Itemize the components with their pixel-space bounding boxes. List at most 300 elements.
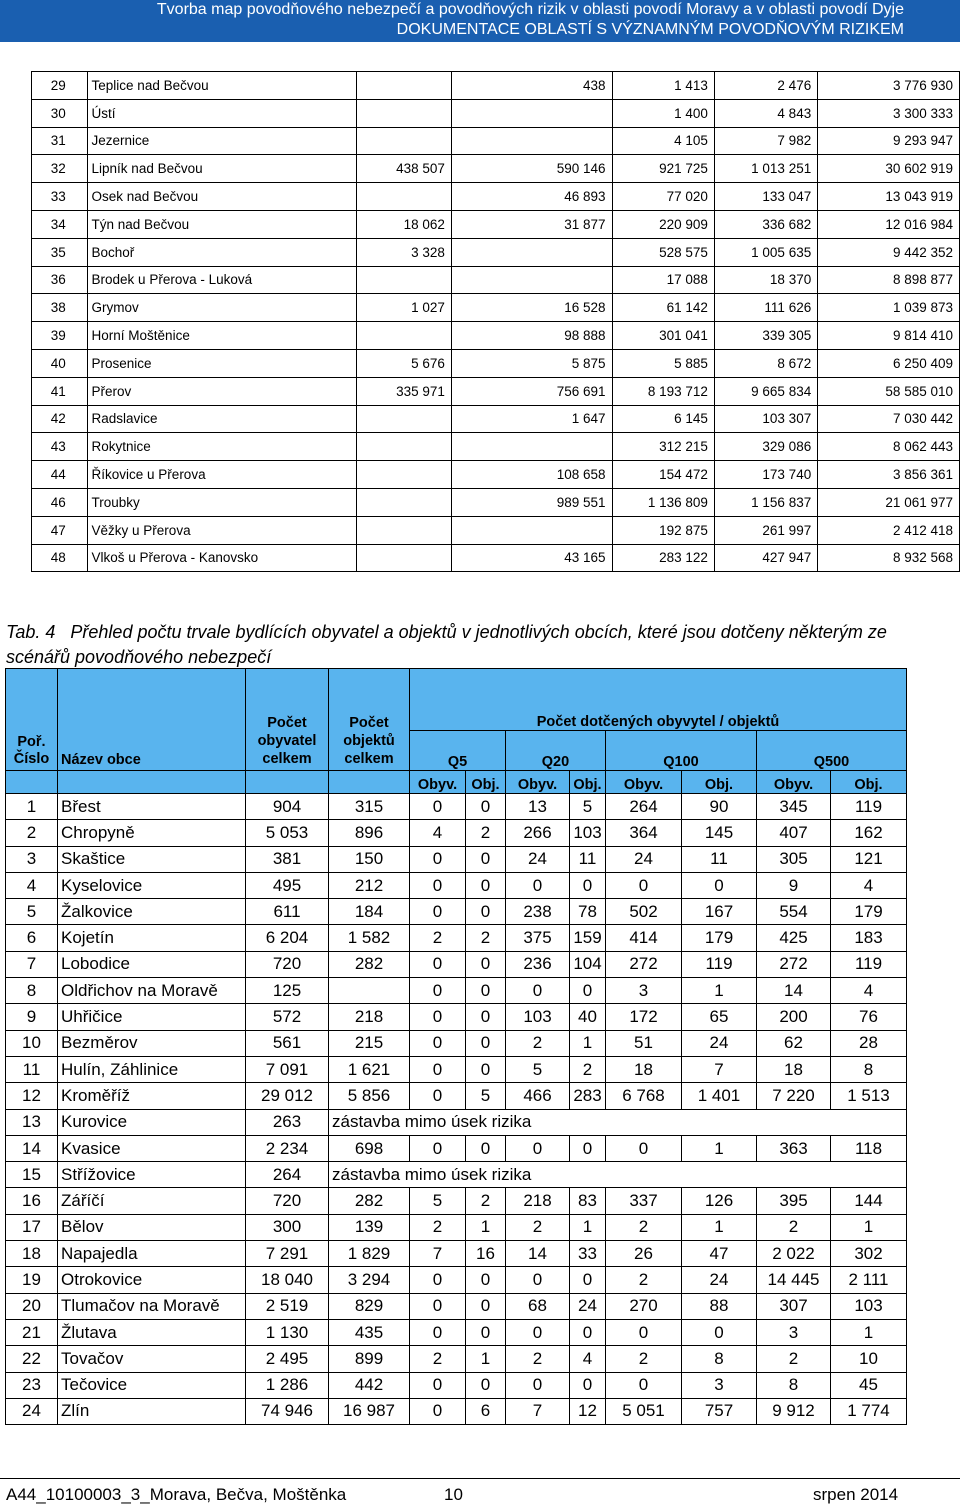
value-cell: 427 947 <box>714 544 817 572</box>
table-row <box>32 377 960 405</box>
value-cell: 0 <box>410 1004 466 1030</box>
value-cell: 218 <box>506 1188 570 1214</box>
footer-date: srpen 2014 <box>813 1485 899 1504</box>
population-cell: 29 012 <box>246 1083 329 1109</box>
value-cell: 0 <box>606 1372 682 1398</box>
value-cell: 312 215 <box>612 433 714 461</box>
header-q5: Q5 <box>410 731 506 771</box>
value-cell: 68 <box>506 1293 570 1319</box>
value-cell: 0 <box>410 1319 466 1345</box>
value-cell: 46 893 <box>451 183 612 211</box>
value-cell: 11 <box>570 846 606 872</box>
value-cell: 90 <box>682 794 757 820</box>
row-number: 14 <box>6 1135 58 1161</box>
value-cell: 121 <box>831 846 907 872</box>
value-cell: 24 <box>570 1293 606 1319</box>
municipality-name: Teplice nad Bečvou <box>87 72 356 100</box>
value-cell: 76 <box>831 1004 907 1030</box>
row-number: 38 <box>32 294 88 322</box>
value-cell: 43 165 <box>451 544 612 572</box>
value-cell: 0 <box>466 978 506 1004</box>
value-cell: 5 676 <box>356 349 451 377</box>
value-cell: 0 <box>466 899 506 925</box>
value-cell: 272 <box>606 951 682 977</box>
value-cell: 0 <box>506 1372 570 1398</box>
value-cell: 45 <box>831 1372 907 1398</box>
objects-cell: 1 582 <box>329 925 410 951</box>
value-cell: 0 <box>410 1372 466 1398</box>
municipality-name: Osek nad Bečvou <box>87 183 356 211</box>
value-cell: 108 658 <box>451 461 612 489</box>
objects-cell: 150 <box>329 846 410 872</box>
row-number: 16 <box>6 1188 58 1214</box>
objects-cell: 1 621 <box>329 1056 410 1082</box>
municipality-name: Bezměrov <box>58 1030 246 1056</box>
value-cell: 24 <box>506 846 570 872</box>
row-number: 24 <box>6 1398 58 1424</box>
table-row <box>6 1162 907 1188</box>
value-cell: 2 <box>606 1267 682 1293</box>
value-cell: 2 476 <box>714 72 817 100</box>
municipality-name: Střížovice <box>58 1162 246 1188</box>
row-number: 32 <box>32 155 88 183</box>
value-cell <box>356 127 451 155</box>
municipality-name: Brodek u Přerova - Luková <box>87 266 356 294</box>
value-cell: 2 <box>410 1214 466 1240</box>
value-cell: 554 <box>757 899 831 925</box>
value-cell: 2 <box>410 925 466 951</box>
table-row <box>6 1056 907 1082</box>
table-row <box>32 155 960 183</box>
municipality-name: Věžky u Přerova <box>87 516 356 544</box>
objects-cell: 435 <box>329 1319 410 1345</box>
value-cell <box>356 322 451 350</box>
value-cell: 1 <box>570 1030 606 1056</box>
municipality-name: Zlín <box>58 1398 246 1424</box>
table-caption <box>6 620 906 670</box>
value-cell: 4 105 <box>612 127 714 155</box>
value-cell: 0 <box>466 1319 506 1345</box>
value-cell: 2 <box>757 1346 831 1372</box>
value-cell: 0 <box>466 846 506 872</box>
value-cell: 425 <box>757 925 831 951</box>
row-number: 43 <box>32 433 88 461</box>
value-cell: 339 305 <box>714 322 817 350</box>
value-cell <box>356 72 451 100</box>
objects-cell: 442 <box>329 1372 410 1398</box>
value-cell: 24 <box>682 1030 757 1056</box>
municipality-name: Troubky <box>87 488 356 516</box>
value-cell <box>451 127 612 155</box>
value-cell: 6 <box>466 1398 506 1424</box>
header-q20: Q20 <box>506 731 606 771</box>
table-row <box>32 405 960 433</box>
population-cell: 720 <box>246 951 329 977</box>
value-cell: 58 585 010 <box>818 377 960 405</box>
header-q500: Q500 <box>757 731 907 771</box>
header-obj-l3: celkem <box>344 751 394 767</box>
row-number: 5 <box>6 899 58 925</box>
header-group: Počet dotčených obyvytel / objektů <box>410 669 907 731</box>
table-row <box>32 461 960 489</box>
population-cell: 1 130 <box>246 1319 329 1345</box>
value-cell: 103 307 <box>714 405 817 433</box>
value-cell: 2 <box>506 1214 570 1240</box>
table-row <box>32 516 960 544</box>
value-cell: 0 <box>570 1319 606 1345</box>
value-cell: 5 <box>466 1083 506 1109</box>
page-number: 10 <box>444 1485 463 1504</box>
municipality-name: Tečovice <box>58 1372 246 1398</box>
value-cell: 0 <box>606 1319 682 1345</box>
row-number: 35 <box>32 238 88 266</box>
value-cell <box>356 488 451 516</box>
row-number: 47 <box>32 516 88 544</box>
value-cell: 4 <box>570 1346 606 1372</box>
value-cell: 6 145 <box>612 405 714 433</box>
value-cell: 0 <box>410 872 466 898</box>
objects-cell: 5 856 <box>329 1083 410 1109</box>
population-cell: 264 <box>246 1162 329 1188</box>
value-cell: 3 856 361 <box>818 461 960 489</box>
row-number: 17 <box>6 1214 58 1240</box>
population-cell: 904 <box>246 794 329 820</box>
value-cell: 119 <box>831 951 907 977</box>
value-cell: 502 <box>606 899 682 925</box>
value-cell: 0 <box>682 1319 757 1345</box>
value-cell: 0 <box>410 1267 466 1293</box>
value-cell: 0 <box>410 951 466 977</box>
value-cell: 8 898 877 <box>818 266 960 294</box>
row-number: 31 <box>32 127 88 155</box>
value-cell: 305 <box>757 846 831 872</box>
header-sub-obj: Obj. <box>682 771 757 794</box>
value-cell: 3 328 <box>356 238 451 266</box>
value-cell: 2 <box>606 1214 682 1240</box>
value-cell: 9 293 947 <box>818 127 960 155</box>
table-row <box>32 238 960 266</box>
value-cell: 61 142 <box>612 294 714 322</box>
value-cell: 133 047 <box>714 183 817 211</box>
value-cell: 2 <box>506 1346 570 1372</box>
row-number: 1 <box>6 794 58 820</box>
row-number: 34 <box>32 210 88 238</box>
municipality-name: Uhřičice <box>58 1004 246 1030</box>
objects-cell: 829 <box>329 1293 410 1319</box>
value-cell: 5 <box>570 794 606 820</box>
header-por: Poř. <box>17 734 46 750</box>
row-number: 13 <box>6 1109 58 1135</box>
table-row <box>6 1135 907 1161</box>
value-cell: 0 <box>410 846 466 872</box>
row-number: 8 <box>6 978 58 1004</box>
population-cell: 263 <box>246 1109 329 1135</box>
value-cell: 1 513 <box>831 1083 907 1109</box>
value-cell: 1 <box>466 1346 506 1372</box>
value-cell: 183 <box>831 925 907 951</box>
value-cell: 1 <box>831 1214 907 1240</box>
value-cell: 0 <box>410 1398 466 1424</box>
value-cell: 395 <box>757 1188 831 1214</box>
value-cell: 0 <box>466 1135 506 1161</box>
value-cell: 9 814 410 <box>818 322 960 350</box>
value-cell: 0 <box>570 978 606 1004</box>
value-cell: 98 888 <box>451 322 612 350</box>
value-cell: 6 768 <box>606 1083 682 1109</box>
municipality-name: Tlumačov na Moravě <box>58 1293 246 1319</box>
value-cell: 4 <box>410 820 466 846</box>
value-cell: 1 774 <box>831 1398 907 1424</box>
municipality-name: Radslavice <box>87 405 356 433</box>
table-row <box>32 544 960 572</box>
population-cell: 2 234 <box>246 1135 329 1161</box>
table-row <box>6 1188 907 1214</box>
value-cell: 192 875 <box>612 516 714 544</box>
value-cell: 24 <box>682 1267 757 1293</box>
value-cell: 337 <box>606 1188 682 1214</box>
value-cell: 2 412 418 <box>818 516 960 544</box>
table-row <box>6 1083 907 1109</box>
value-cell: 0 <box>466 1004 506 1030</box>
page-footer <box>0 1478 960 1509</box>
value-cell: 179 <box>682 925 757 951</box>
value-cell: 118 <box>831 1135 907 1161</box>
population-cell: 300 <box>246 1214 329 1240</box>
value-cell: 4 <box>831 978 907 1004</box>
value-cell <box>356 433 451 461</box>
value-cell: 0 <box>410 1056 466 1082</box>
municipality-name: Napajedla <box>58 1241 246 1267</box>
objects-cell <box>329 978 410 1004</box>
population-cell: 720 <box>246 1188 329 1214</box>
value-cell: 83 <box>570 1188 606 1214</box>
objects-cell: 282 <box>329 1188 410 1214</box>
table-row <box>6 1030 907 1056</box>
value-cell: 301 041 <box>612 322 714 350</box>
municipality-name: Kurovice <box>58 1109 246 1135</box>
header-blank-2 <box>58 771 246 794</box>
table-row <box>6 1372 907 1398</box>
value-cell: 2 <box>466 820 506 846</box>
value-cell: 407 <box>757 820 831 846</box>
value-cell: 10 <box>831 1346 907 1372</box>
row-number: 21 <box>6 1319 58 1345</box>
value-cell: 5 <box>410 1188 466 1214</box>
header-title: Tvorba map povodňového nebezpečí a povodňových rizik v oblasti povodí Moravy a v oblasti povodí Dyje <box>156 1 904 18</box>
row-number: 4 <box>6 872 58 898</box>
value-cell: 345 <box>757 794 831 820</box>
value-cell: 1 005 635 <box>714 238 817 266</box>
note-cell: zástavba mimo úsek rizika <box>329 1109 907 1135</box>
row-number: 40 <box>32 349 88 377</box>
population-cell: 2 519 <box>246 1293 329 1319</box>
value-cell: 414 <box>606 925 682 951</box>
header-cislo: Číslo <box>13 751 50 767</box>
population-cell: 74 946 <box>246 1398 329 1424</box>
value-cell: 0 <box>466 1372 506 1398</box>
population-cell: 572 <box>246 1004 329 1030</box>
row-number: 48 <box>32 544 88 572</box>
municipality-name: Kroměříž <box>58 1083 246 1109</box>
value-cell: 0 <box>570 872 606 898</box>
value-cell: 0 <box>410 1083 466 1109</box>
table-row <box>6 1004 907 1030</box>
value-cell: 0 <box>466 1056 506 1082</box>
table-row <box>32 210 960 238</box>
value-cell: 7 <box>506 1398 570 1424</box>
value-cell: 0 <box>466 1267 506 1293</box>
municipality-name: Kojetín <box>58 925 246 951</box>
table-row <box>6 846 907 872</box>
header-obyvatel <box>246 669 329 771</box>
value-cell: 5 875 <box>451 349 612 377</box>
value-cell: 0 <box>606 872 682 898</box>
value-cell: 375 <box>506 925 570 951</box>
value-cell: 3 <box>757 1319 831 1345</box>
header-blank-3 <box>246 771 329 794</box>
value-cell: 17 088 <box>612 266 714 294</box>
municipality-name: Tovačov <box>58 1346 246 1372</box>
value-cell <box>356 516 451 544</box>
value-cell: 78 <box>570 899 606 925</box>
value-cell: 0 <box>466 872 506 898</box>
objects-cell: 899 <box>329 1346 410 1372</box>
caption-text: Přehled počtu trvale bydlících obyvatel a objektů v jednotlivých obcích, které jsou dotčeny některým ze scénářů povodňového nebezpečí <box>6 622 887 667</box>
value-cell: 2 022 <box>757 1241 831 1267</box>
objects-cell: 16 987 <box>329 1398 410 1424</box>
municipality-name: Bochoř <box>87 238 356 266</box>
value-cell: 528 575 <box>612 238 714 266</box>
objects-cell: 698 <box>329 1135 410 1161</box>
header-sub-obyv: Obyv. <box>757 771 831 794</box>
value-cell: 179 <box>831 899 907 925</box>
municipality-name: Grymov <box>87 294 356 322</box>
header-sub-obj: Obj. <box>466 771 506 794</box>
value-cell: 103 <box>570 820 606 846</box>
table-row <box>6 978 907 1004</box>
value-cell: 283 <box>570 1083 606 1109</box>
value-cell: 3 <box>606 978 682 1004</box>
population-cell: 18 040 <box>246 1267 329 1293</box>
value-cell: 0 <box>410 1293 466 1319</box>
row-number: 7 <box>6 951 58 977</box>
value-cell: 9 <box>757 872 831 898</box>
damages-table <box>31 71 960 572</box>
municipality-name: Hulín, Záhlinice <box>58 1056 246 1082</box>
value-cell: 30 602 919 <box>818 155 960 183</box>
value-cell: 12 016 984 <box>818 210 960 238</box>
value-cell: 173 740 <box>714 461 817 489</box>
value-cell: 0 <box>570 1372 606 1398</box>
value-cell: 3 776 930 <box>818 72 960 100</box>
value-cell: 5 <box>506 1056 570 1082</box>
value-cell <box>451 99 612 127</box>
value-cell <box>356 99 451 127</box>
value-cell: 88 <box>682 1293 757 1319</box>
value-cell: 2 <box>606 1346 682 1372</box>
value-cell: 47 <box>682 1241 757 1267</box>
row-number: 33 <box>32 183 88 211</box>
row-number: 30 <box>32 99 88 127</box>
value-cell: 1 <box>682 1214 757 1240</box>
value-cell: 62 <box>757 1030 831 1056</box>
value-cell: 24 <box>606 846 682 872</box>
population-cell: 611 <box>246 899 329 925</box>
value-cell: 1 013 251 <box>714 155 817 183</box>
value-cell: 438 <box>451 72 612 100</box>
value-cell: 1 <box>682 1135 757 1161</box>
municipality-name: Chropyně <box>58 820 246 846</box>
value-cell: 1 413 <box>612 72 714 100</box>
value-cell: 40 <box>570 1004 606 1030</box>
table-row <box>32 433 960 461</box>
header-sub-obj: Obj. <box>570 771 606 794</box>
value-cell: 9 912 <box>757 1398 831 1424</box>
row-number: 29 <box>32 72 88 100</box>
value-cell: 18 370 <box>714 266 817 294</box>
value-cell: 0 <box>466 951 506 977</box>
table-row <box>32 72 960 100</box>
municipality-name: Ústí <box>87 99 356 127</box>
value-cell: 7 <box>682 1056 757 1082</box>
population-cell: 561 <box>246 1030 329 1056</box>
value-cell: 16 <box>466 1241 506 1267</box>
municipality-name: Lipník nad Bečvou <box>87 155 356 183</box>
table-row <box>6 1319 907 1345</box>
value-cell: 364 <box>606 820 682 846</box>
value-cell: 9 665 834 <box>714 377 817 405</box>
value-cell: 13 <box>506 794 570 820</box>
value-cell: 264 <box>606 794 682 820</box>
value-cell: 1 039 873 <box>818 294 960 322</box>
value-cell: 272 <box>757 951 831 977</box>
header-obyv-l2: obyvatel <box>257 733 317 749</box>
value-cell: 18 <box>606 1056 682 1082</box>
table-row <box>32 99 960 127</box>
header-subtitle: DOKUMENTACE OBLASTÍ S VÝZNAMNÝM POVODŇOVÝM RIZIKEM <box>396 21 904 38</box>
header-nazev: Název obce <box>58 669 246 771</box>
objects-cell: 215 <box>329 1030 410 1056</box>
value-cell: 77 020 <box>612 183 714 211</box>
value-cell: 283 122 <box>612 544 714 572</box>
value-cell: 162 <box>831 820 907 846</box>
value-cell: 159 <box>570 925 606 951</box>
value-cell: 0 <box>466 794 506 820</box>
row-number: 20 <box>6 1293 58 1319</box>
row-number: 3 <box>6 846 58 872</box>
value-cell: 172 <box>606 1004 682 1030</box>
value-cell: 1 <box>466 1214 506 1240</box>
table-row <box>32 127 960 155</box>
table-row <box>6 1109 907 1135</box>
note-cell: zástavba mimo úsek rizika <box>329 1162 907 1188</box>
value-cell: 103 <box>506 1004 570 1030</box>
value-cell: 103 <box>831 1293 907 1319</box>
value-cell: 16 528 <box>451 294 612 322</box>
municipality-name: Břest <box>58 794 246 820</box>
value-cell: 14 445 <box>757 1267 831 1293</box>
value-cell: 7 982 <box>714 127 817 155</box>
value-cell: 2 <box>466 1188 506 1214</box>
population-cell: 1 286 <box>246 1372 329 1398</box>
value-cell: 238 <box>506 899 570 925</box>
municipality-name: Říkovice u Přerova <box>87 461 356 489</box>
municipality-name: Rokytnice <box>87 433 356 461</box>
value-cell: 18 062 <box>356 210 451 238</box>
value-cell <box>356 405 451 433</box>
value-cell: 7 220 <box>757 1083 831 1109</box>
value-cell: 335 971 <box>356 377 451 405</box>
